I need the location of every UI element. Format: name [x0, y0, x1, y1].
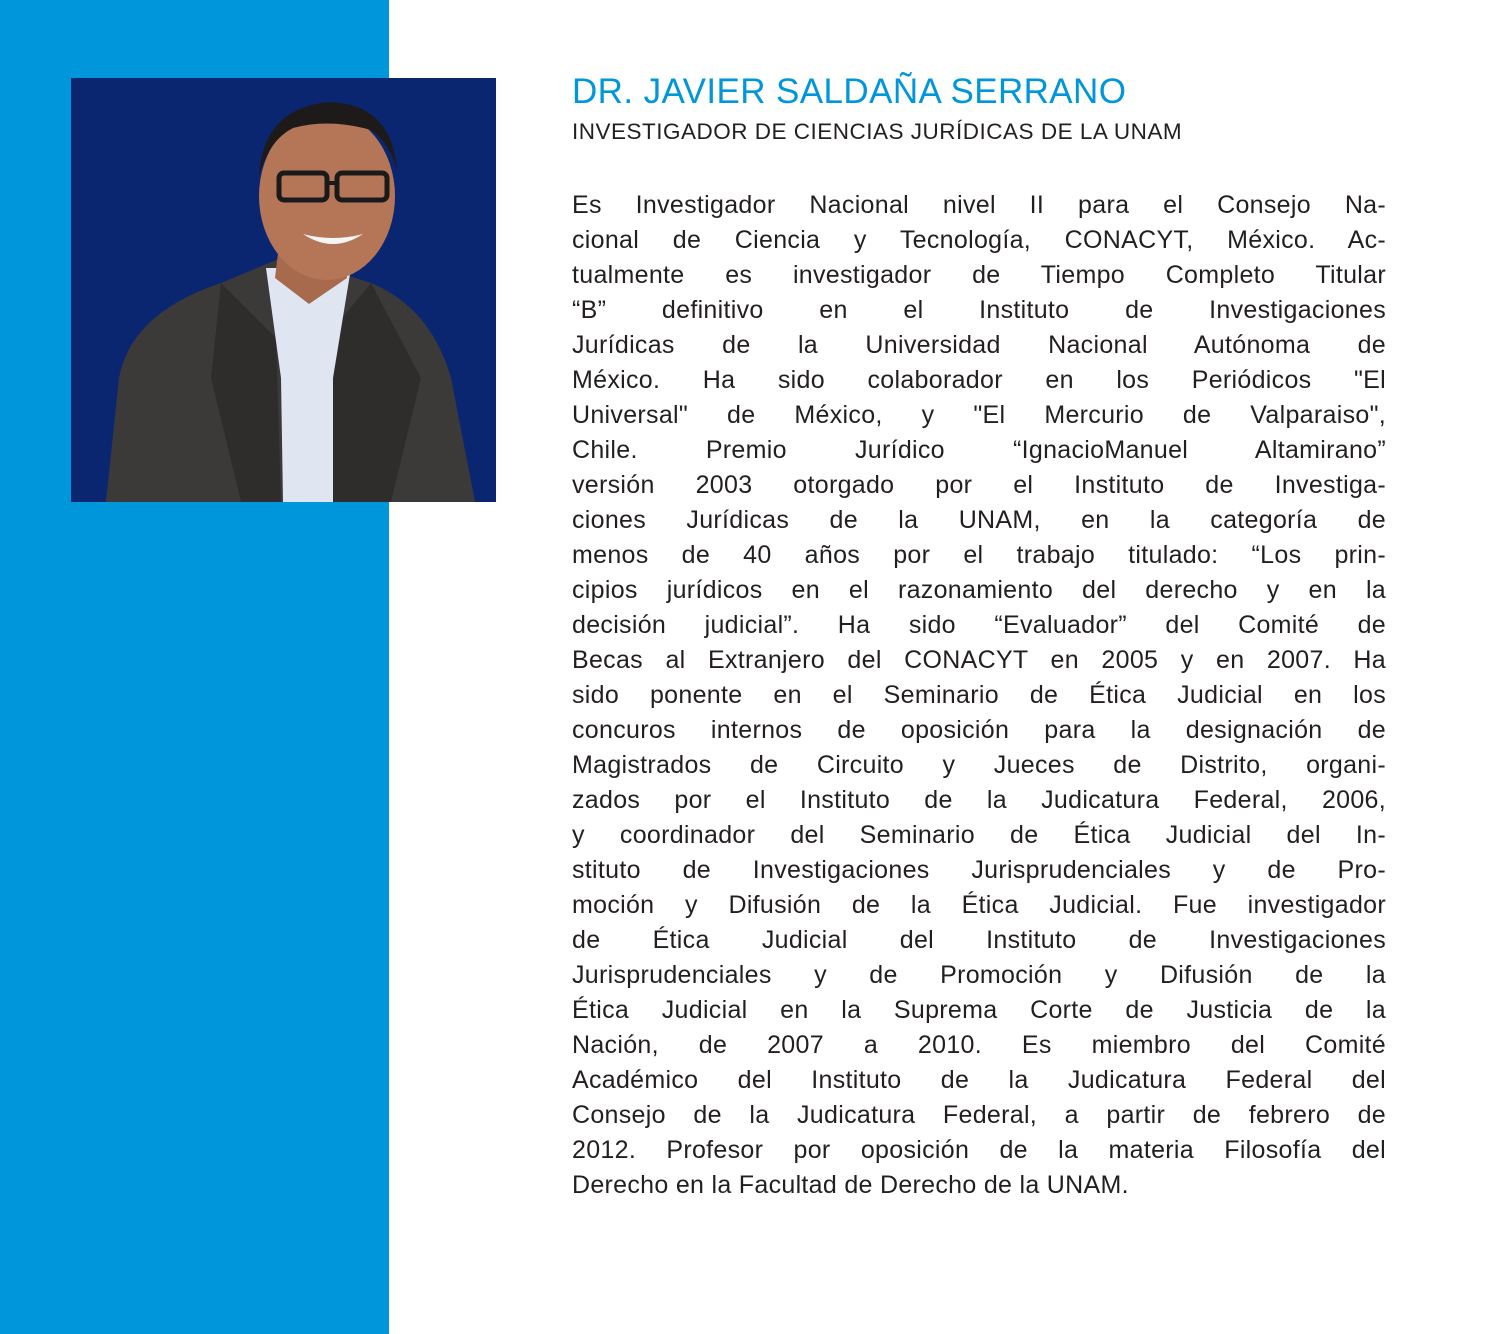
bio-line: Jurídicas de la Universidad Nacional Autónoma de — [572, 331, 1386, 359]
bio-line: y coordinador del Seminario de Ética Judicial del In- — [572, 821, 1386, 849]
bio-line: ciones Jurídicas de la UNAM, en la categoría de — [572, 506, 1386, 534]
bio-line: Es Investigador Nacional nivel II para el Consejo Na- — [572, 191, 1386, 219]
bio-line: cional de Ciencia y Tecnología, CONACYT, México. Ac- — [572, 226, 1386, 254]
bio-line: 2012. Profesor por oposición de la materia Filosofía del — [572, 1136, 1386, 1164]
portrait-photo — [71, 78, 496, 502]
profile-content — [572, 72, 1386, 1203]
bio-line: Nación, de 2007 a 2010. Es miembro del Comité — [572, 1031, 1386, 1059]
bio-line: concuros internos de oposición para la designación de — [572, 716, 1386, 744]
portrait-illustration — [71, 78, 496, 502]
bio-line: stituto de Investigaciones Jurisprudenciales y de Pro- — [572, 856, 1386, 884]
bio-line: Jurisprudenciales y de Promoción y Difusión de la — [572, 961, 1386, 989]
bio-line: Chile. Premio Jurídico “IgnacioManuel Altamirano” — [572, 436, 1386, 464]
profile-role: INVESTIGADOR DE CIENCIAS JURÍDICAS DE LA UNAM — [572, 119, 1183, 144]
bio-line: de Ética Judicial del Instituto de Investigaciones — [572, 926, 1386, 954]
bio-line: moción y Difusión de la Ética Judicial. Fue investigador — [572, 891, 1386, 919]
profile-name: DR. JAVIER SALDAÑA SERRANO — [572, 72, 1127, 111]
bio-line: menos de 40 años por el trabajo titulado: “Los prin- — [572, 541, 1386, 569]
bio-line: México. Ha sido colaborador en los Periódicos "El — [572, 366, 1386, 394]
bio-line: sido ponente en el Seminario de Ética Judicial en los — [572, 681, 1386, 709]
biography-paragraph — [572, 188, 1386, 1203]
bio-line: Magistrados de Circuito y Jueces de Distrito, organi- — [572, 751, 1386, 779]
bio-line: decisión judicial”. Ha sido “Evaluador” del Comité de — [572, 611, 1386, 639]
bio-line: cipios jurídicos en el razonamiento del derecho y en la — [572, 576, 1386, 604]
bio-line: zados por el Instituto de la Judicatura Federal, 2006, — [572, 786, 1386, 814]
bio-line: Universal" de México, y "El Mercurio de Valparaiso", — [572, 401, 1386, 429]
bio-line: Ética Judicial en la Suprema Corte de Justicia de la — [572, 996, 1386, 1024]
bio-line: tualmente es investigador de Tiempo Completo Titular — [572, 261, 1386, 289]
bio-line: Derecho en la Facultad de Derecho de la UNAM. — [572, 1171, 1129, 1199]
bio-line: versión 2003 otorgado por el Instituto de Investiga- — [572, 471, 1386, 499]
bio-line: “B” definitivo en el Instituto de Investigaciones — [572, 296, 1386, 324]
bio-line: Becas al Extranjero del CONACYT en 2005 y en 2007. Ha — [572, 646, 1386, 674]
bio-line: Consejo de la Judicatura Federal, a partir de febrero de — [572, 1101, 1386, 1129]
bio-line: Académico del Instituto de la Judicatura Federal del — [572, 1066, 1386, 1094]
